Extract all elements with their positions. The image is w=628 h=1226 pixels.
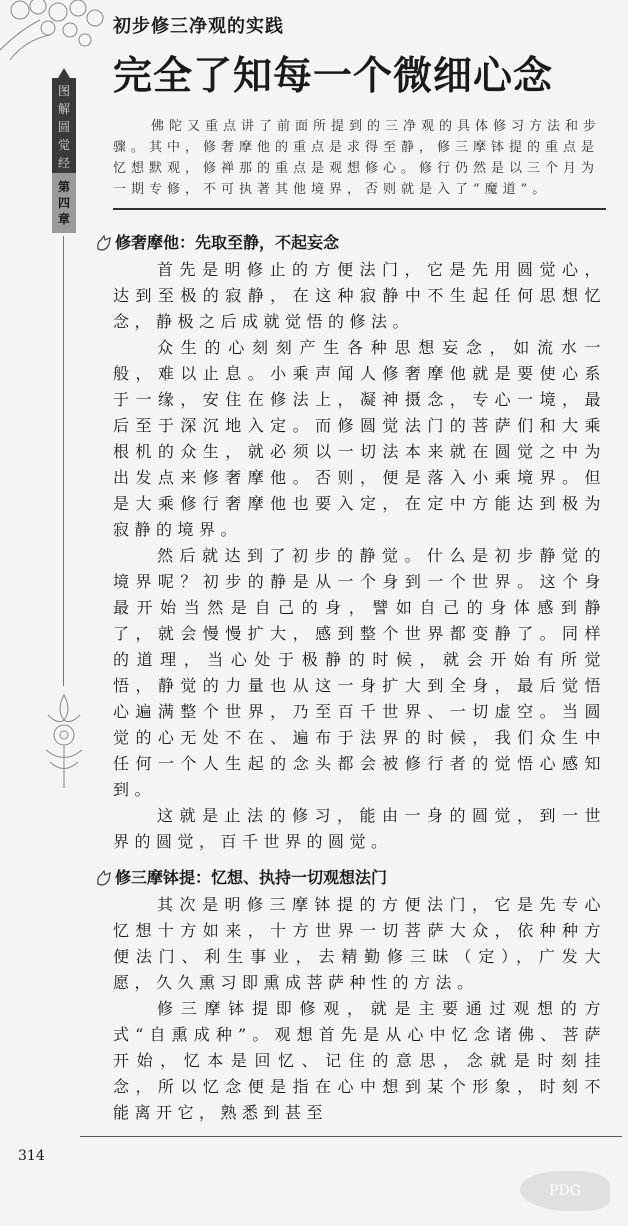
tab-char: 图 xyxy=(57,84,70,98)
intro-paragraph: 佛陀又重点讲了前面所提到的三净观的具体修习方法和步骤。其中，修奢摩他的重点是求得至静，修三摩钵提的重点是忆想默观，修禅那的重点是观想修心。修行仍然是以三个月为一期专修，不可执著其他境界，否则就是入了“魔道”。 xyxy=(113,119,602,197)
section-samapatti xyxy=(113,865,606,1126)
paragraph: 然后就达到了初步的静觉。什么是初步静觉的境界呢？初步的静是从一个身到一个世界。这个身最开始当然是自己的身，譬如自己的身体感到静了，就会慢慢扩大，感到整个世界都变静了。同样的道理，当心处于极静的时候，就会开始有所觉悟，静觉的力量也从这一身扩大到全身，最后觉悟心遍满整个世界，乃至百千世界、一切虚空。当圆觉的心无处不在、遍布于法界的时候，我们众生中任何一个人生起的念头都会被修行者的觉悟心感知到。 xyxy=(113,546,606,799)
tab-char: 经 xyxy=(57,156,70,170)
page-title: 完全了知每一个微细心念 xyxy=(113,53,554,99)
main-column xyxy=(113,14,606,1126)
tab-char: 解 xyxy=(57,102,70,116)
hand-icon xyxy=(95,869,113,887)
page-subtitle: 初步修三净观的实践 xyxy=(113,16,284,37)
watermark xyxy=(520,1171,610,1211)
footer-rule xyxy=(80,1136,622,1137)
page-number: 314 xyxy=(18,1148,45,1164)
paragraph: 修三摩钵提即修观，就是主要通过观想的方式“自熏成种”。观想首先是从心中忆念诸佛、菩萨开始，忆本是回忆、记住的意思，念就是时刻挂念，所以忆念便是指在心中想到某个形象，时刻不能离开它，熟悉到甚至 xyxy=(113,999,606,1122)
tab-char: 圆 xyxy=(57,120,70,134)
paragraph: 其次是明修三摩钵提的方便法门，它是先专心忆想十方如来，十方世界一切菩萨大众，依种种方便法门、利生事业，去精勤修三昧（定），广发大愿，久久熏习即熏成菩萨种性的方法。 xyxy=(113,895,606,992)
section-heading-text: 修奢摩他：先取至静，不起妄念 xyxy=(115,233,340,252)
section-heading xyxy=(95,230,606,256)
chapter-tab xyxy=(52,173,76,233)
margin-line xyxy=(63,236,64,686)
watermark-text: PDG xyxy=(549,1183,581,1199)
section-samatha xyxy=(113,230,606,855)
tree-illustration xyxy=(0,0,110,60)
chapter-side-tab xyxy=(52,78,76,233)
paragraph: 首先是明修止的方便法门，它是先用圆觉心，达到至极的寂静，在这种寂静中不生起任何思想忆念，静极之后成就觉悟的修法。 xyxy=(113,260,606,331)
paragraph: 众生的心刻刻产生各种思想妄念，如流水一般，难以止息。小乘声闻人修奢摩他就是要使心系于一缘，安住在修法上，凝神摄念，专心一境，最后至于深沉地入定。而修圆觉法门的菩萨们和大乘根机的众生，就必须以一切法本来就在圆觉之中为出发点来修奢摩他。否则，便是落入小乘境界。但是大乘修行奢摩他也要入定，在定中方能达到极为寂静的境界。 xyxy=(113,338,606,539)
tab-char: 觉 xyxy=(57,138,70,152)
tab-char: 章 xyxy=(57,212,70,226)
tab-char: 第 xyxy=(57,180,70,194)
hand-icon xyxy=(95,234,113,252)
tab-char: 四 xyxy=(57,196,70,210)
book-title-tab xyxy=(52,78,76,173)
section-heading xyxy=(95,865,606,891)
lotus-ornament xyxy=(38,690,90,790)
section-heading-text: 修三摩钵提：忆想、执持一切观想法门 xyxy=(115,868,388,887)
divider xyxy=(113,208,606,210)
paragraph: 这就是止法的修习，能由一身的圆觉，到一世界的圆觉，百千世界的圆觉。 xyxy=(113,806,606,851)
